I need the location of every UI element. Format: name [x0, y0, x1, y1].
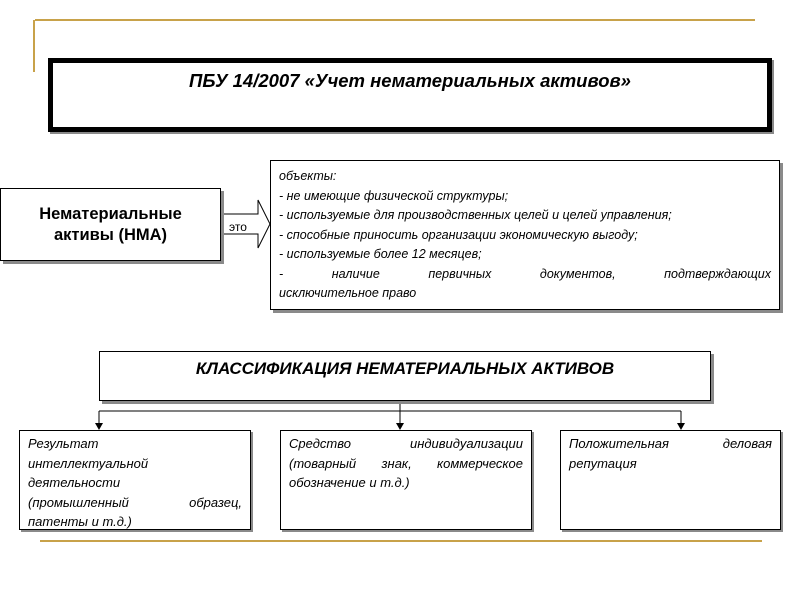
definition-line: - наличие первичных документов, подтверждающих — [279, 266, 771, 281]
definition-line: - используемые для производственных целей и целей управления; — [279, 208, 672, 222]
definition-line: исключительное право — [279, 286, 417, 300]
item-line: деятельности — [28, 475, 121, 490]
definition-line: - способные приносить организации экономическую выгоду; — [279, 227, 638, 242]
item-line: Результат — [28, 436, 99, 451]
definition-line: объекты: — [279, 169, 337, 183]
classification-title: КЛАССИФИКАЦИЯ НЕМАТЕРИАЛЬНЫХ АКТИВОВ — [195, 359, 615, 378]
item-line: (промышленный образец, — [28, 494, 242, 510]
definition-line: - используемые более 12 месяцев; — [279, 247, 482, 261]
classification-title-box — [99, 351, 711, 401]
item-line: обозначение и т.д.) — [289, 475, 410, 490]
item-line: Средство индивидуализации — [289, 436, 523, 451]
item-line: патенты и т.д.) — [28, 514, 132, 529]
item-line: репутация — [569, 455, 637, 471]
arrowhead-middle — [396, 423, 404, 430]
item-line: интеллектуальной — [28, 455, 149, 471]
nma-box — [0, 188, 221, 261]
nma-label-line2: активы (НМА) — [53, 225, 168, 244]
classification-item-individualization — [280, 430, 532, 530]
classification-item-goodwill — [560, 430, 781, 530]
definition-box — [270, 160, 780, 310]
definition-line: - не имеющие физической структуры; — [279, 188, 509, 203]
standard-title-box — [48, 58, 772, 132]
item-line: Положительная деловая — [569, 436, 772, 451]
standard-title: ПБУ 14/2007 «Учет нематериальных активов» — [189, 70, 631, 91]
classification-item-intellectual — [19, 430, 251, 530]
arrowhead-right — [677, 423, 685, 430]
arrowhead-left — [95, 423, 103, 430]
arrow-label: это — [229, 220, 247, 234]
nma-label-line1: Нематериальные — [39, 204, 182, 223]
item-line: (товарный знак, коммерческое — [289, 455, 523, 471]
